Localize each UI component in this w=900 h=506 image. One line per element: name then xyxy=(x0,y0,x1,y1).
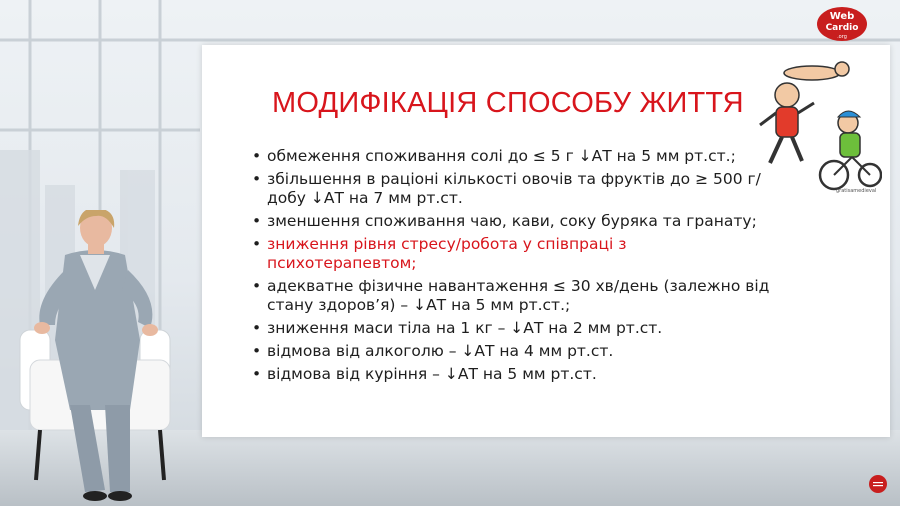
presentation-slide xyxy=(202,45,890,437)
presenter-image xyxy=(10,210,210,506)
bullet-list xyxy=(252,147,772,388)
bullet-item: • відмова від алкоголю – ↓АТ на 4 мм рт.ст. xyxy=(252,342,772,361)
svg-text:.org: .org xyxy=(837,34,847,40)
bullet-item: • адекватне фізичне навантаження ≤ 30 хв/день (залежно від стану здоров’я) – ↓АТ на 5 мм рт.ст.; xyxy=(252,277,772,315)
bullet-item: • зменшення споживання чаю, кави, соку буряка та гранату; xyxy=(252,212,772,231)
webcardio-logo xyxy=(816,6,868,42)
bullet-item: • зниження маси тіла на 1 кг – ↓АТ на 2 мм рт.ст. xyxy=(252,319,772,338)
slide-title: МОДИФІКАЦІЯ СПОСОБУ ЖИТТЯ xyxy=(272,87,744,119)
cartoon-runner-cyclist-illustration xyxy=(752,55,882,195)
cartoon-caption: gratisamedieval xyxy=(836,188,877,194)
bullet-item: • збільшення в раціоні кількості овочів та фруктів до ≥ 500 г/добу ↓АТ на 7 мм рт.ст. xyxy=(252,170,772,208)
bullet-item-highlighted: • зниження рівня стресу/робота у співпраці з психотерапевтом; xyxy=(252,235,772,273)
svg-text:Web: Web xyxy=(829,11,855,22)
bullet-item: • відмова від куріння – ↓АТ на 5 мм рт.ст. xyxy=(252,365,772,384)
bullet-item: • обмеження споживання солі до ≤ 5 г ↓АТ на 5 мм рт.ст.; xyxy=(252,147,772,166)
webcardio-small-logo-icon xyxy=(868,474,888,494)
svg-text:Cardio: Cardio xyxy=(825,23,859,33)
